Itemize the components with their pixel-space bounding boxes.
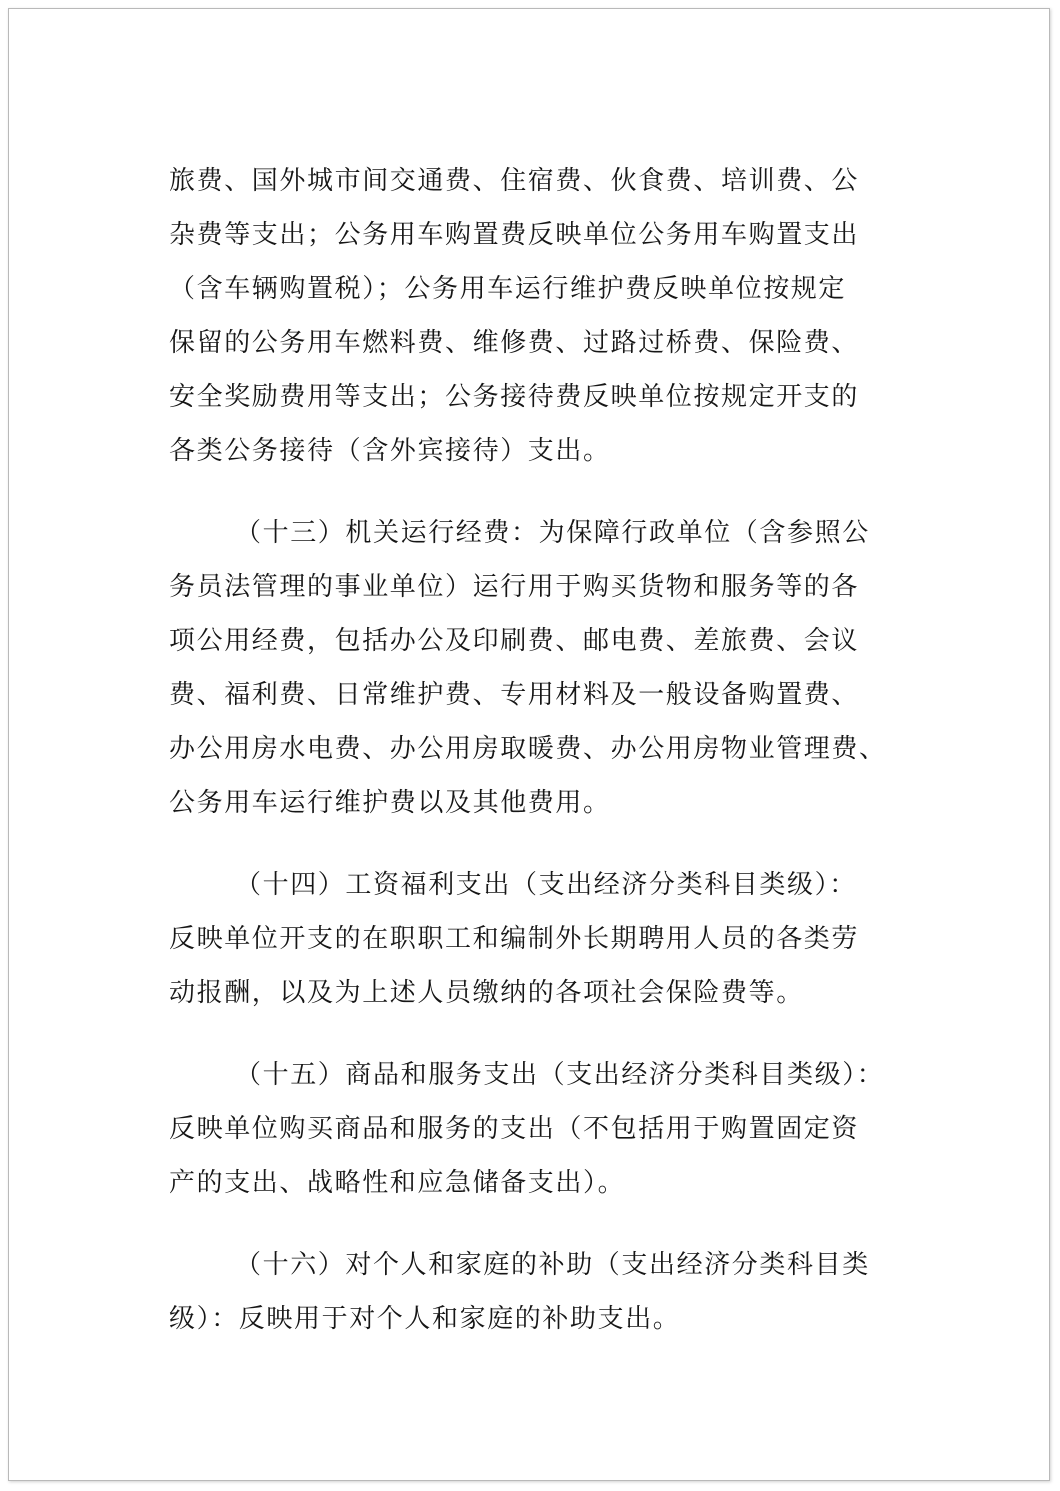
paragraph-spacer [169, 830, 929, 858]
text-line: 动报酬，以及为上述人员缴纳的各项社会保险费等。 [169, 978, 804, 1008]
text-line: 公务用车运行维护费以及其他费用。 [169, 788, 611, 818]
paragraph-13-operating-expenses [169, 506, 929, 830]
text-line: 保留的公务用车燃料费、维修费、过路过桥费、保险费、 [169, 328, 860, 358]
paragraph-spacer [169, 1020, 929, 1048]
paragraph-spacer [169, 478, 929, 506]
document-body [169, 154, 929, 1346]
paragraph-travel-expenses [169, 154, 929, 478]
text-line: 各类公务接待（含外宾接待）支出。 [169, 436, 611, 466]
text-line: 项公用经费，包括办公及印刷费、邮电费、差旅费、会议 [169, 626, 860, 656]
text-line: （十六）对个人和家庭的补助（支出经济分类科目类 [235, 1250, 870, 1280]
text-line: 务员法管理的事业单位）运行用于购买货物和服务等的各 [169, 572, 860, 602]
text-line: 级）：反映用于对个人和家庭的补助支出。 [169, 1304, 681, 1334]
paragraph-15-goods-services [169, 1048, 929, 1210]
document-page [8, 8, 1050, 1481]
paragraph-16-household-subsidies [169, 1238, 929, 1346]
text-line: 杂费等支出；公务用车购置费反映单位公务用车购置支出 [169, 220, 860, 250]
paragraph-spacer [169, 1210, 929, 1238]
text-line: 反映单位开支的在职职工和编制外长期聘用人员的各类劳 [169, 924, 860, 954]
text-line: 费、福利费、日常维护费、专用材料及一般设备购置费、 [169, 680, 860, 710]
text-line: （含车辆购置税）；公务用车运行维护费反映单位按规定 [169, 274, 847, 304]
text-line: 办公用房水电费、办公用房取暖费、办公用房物业管理费、 [169, 734, 887, 764]
text-line: 旅费、国外城市间交通费、住宿费、伙食费、培训费、公 [169, 166, 860, 196]
text-line: （十三）机关运行经费：为保障行政单位（含参照公 [235, 518, 870, 548]
text-line: （十五）商品和服务支出（支出经济分类科目类级）： [235, 1060, 885, 1090]
text-line: （十四）工资福利支出（支出经济分类科目类级）： [235, 870, 857, 900]
text-line: 安全奖励费用等支出；公务接待费反映单位按规定开支的 [169, 382, 860, 412]
text-line: 产的支出、战略性和应急储备支出）。 [169, 1168, 626, 1198]
text-line: 反映单位购买商品和服务的支出（不包括用于购置固定资 [169, 1114, 860, 1144]
paragraph-14-wages-benefits [169, 858, 929, 1020]
